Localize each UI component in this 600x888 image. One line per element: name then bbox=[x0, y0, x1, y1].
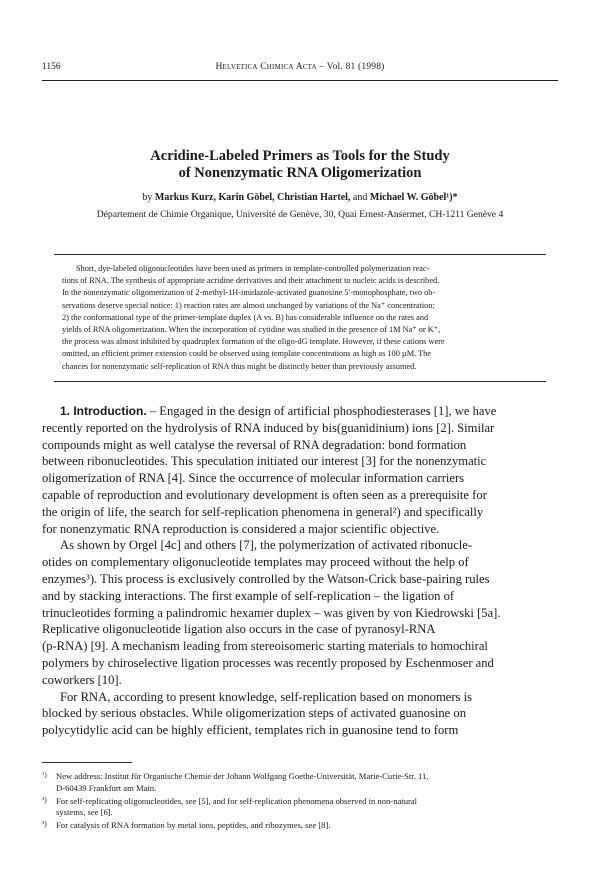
body-line: recently reported on the hydrolysis of RNA induced by bis(guanidinium) ions [2]. Similar bbox=[42, 420, 495, 435]
abstract-line: yields of RNA oligomerization. When the incorporation of cytidine was studied in the presence of 1M Na⁺ or K⁺, bbox=[62, 325, 441, 335]
running-head bbox=[42, 62, 558, 76]
body-line: otides on complementary oligonucleotide templates may proceed without the help of bbox=[42, 555, 469, 570]
body-line: enzymes³). This process is exclusively controlled by the Watson-Crick base-pairing rules bbox=[42, 571, 490, 586]
footnote-rule bbox=[42, 762, 132, 763]
body-line: polymers by chiroselective ligation processes was recently proposed by Eschenmoser and bbox=[42, 655, 494, 670]
abstract-line: servations deserve special notice: 1) reaction rates are almost unchanged by variations of the Na⁺ concentration; bbox=[62, 300, 435, 310]
abstract-line: the process was almost inhibited by quadruplex formation of the oligo-dG template. However, if these cations were bbox=[62, 337, 445, 347]
footnote-3 bbox=[42, 820, 558, 832]
body-line: Replicative oligonucleotide ligation also occurs in the case of pyranosyl-RNA bbox=[42, 622, 436, 637]
body-line: between ribonucleotides. This speculation initiated our interest [3] for the nonenzymatic bbox=[42, 454, 487, 469]
abstract-bottom-rule bbox=[54, 381, 546, 382]
footnote-line: systems, see [6]. bbox=[56, 807, 113, 818]
body-line: capable of reproduction and evolutionary development is often seen as a prerequisite for bbox=[42, 487, 487, 502]
section-heading: 1. Introduction. bbox=[60, 404, 147, 418]
abstract-line: 2) the conformational type of the primer-template duplex (A vs. B) has considerable influence on the rates and bbox=[62, 312, 429, 322]
footnote-mark: ³) bbox=[42, 819, 47, 829]
footnote-1 bbox=[42, 771, 558, 795]
body-line-first bbox=[42, 403, 558, 420]
abstract bbox=[62, 263, 538, 373]
abstract-top-rule bbox=[54, 254, 546, 255]
body-line: For RNA, according to present knowledge, self-replication based on monomers is bbox=[60, 689, 472, 704]
body-line: the origin of life, the search for self-replication phenomena in general²) and specifically bbox=[42, 504, 484, 519]
affiliation: Département de Chimie Organique, Université de Genève, 30, Quai Ernest-Ansermet, CH-1211 Genève 4 bbox=[96, 209, 504, 220]
footnote-2 bbox=[42, 796, 558, 820]
journal-name: Helvetica Chimica Acta bbox=[215, 62, 317, 72]
footnote-line: For self-replicating oligonucleotides, see [5], and for self-replication phenomena observed in non-natural bbox=[56, 795, 418, 806]
author-names: Markus Kurz, Karin Göbel, Christian Hartel, bbox=[154, 192, 351, 203]
author-last: Michael W. Göbel bbox=[369, 192, 447, 203]
abstract-line: chances for nonenzymatic self-replication of RNA thus might be distinctly better than previously assumed. bbox=[62, 361, 417, 371]
footnote-line: D-60439 Frankfurt am Main. bbox=[56, 782, 157, 793]
footnote-line: New address: Institut für Organische Chemie der Johann Wolfgang Goethe-Universität, Marie-Curie-Str. 11, bbox=[56, 771, 429, 781]
body-line: and by stacking interactions. The first example of self-replication – the ligation of bbox=[42, 588, 455, 603]
title-line-1: Acridine-Labeled Primers as Tools for the Study bbox=[150, 148, 450, 164]
footnotes bbox=[42, 771, 558, 832]
title-line-2: of Nonenzymatic RNA Oligomerization bbox=[178, 165, 422, 181]
abstract-line: In the nonenzymatic oligomerization of 2-methyl-1H-imidazole-activated guanosine 5′-monophosphate, two ob- bbox=[62, 288, 436, 298]
body-line: polycytidylic acid can be highly efficient, templates rich in guanosine tend to form bbox=[42, 723, 459, 738]
author-prefix: by bbox=[142, 192, 155, 203]
body-line: As shown by Orgel [4c] and others [7], the polymerization of activated ribonucle- bbox=[60, 538, 473, 553]
body-line: for nonenzymatic RNA reproduction is considered a major scientific objective. bbox=[42, 521, 440, 536]
author-footnote-marker: ¹)* bbox=[446, 192, 458, 203]
body-text bbox=[42, 403, 558, 739]
body-line: (p-RNA) [9]. A mechanism leading from stereoisomeric starting materials to homochiral bbox=[42, 639, 488, 654]
page-number: 1156 bbox=[42, 62, 61, 72]
body-line: compounds might as well catalyse the reversal of RNA degradation: bond formation bbox=[42, 437, 467, 452]
body-line: coworkers [10]. bbox=[42, 672, 122, 687]
body-line-rest: – Engaged in the design of artificial phosphodiesterases [1], we have bbox=[146, 404, 497, 418]
abstract-line: tions of RNA. The synthesis of appropriate acridine derivatives and their attachment to nucleic acids is described. bbox=[62, 276, 440, 286]
journal-citation bbox=[42, 62, 558, 72]
author-conjunction: and bbox=[350, 192, 370, 203]
article-title bbox=[60, 148, 540, 182]
body-line: trinucleotides forming a palindromic hexamer duplex – was given by von Kiedrowski [5a]. bbox=[42, 605, 501, 620]
body-line: oligomerization of RNA [4]. Since the occurrence of molecular information carriers bbox=[42, 471, 465, 486]
footnote-mark: ²) bbox=[42, 794, 47, 804]
footnote-mark: ¹) bbox=[42, 770, 47, 779]
body-line: blocked by serious obstacles. While oligomerization steps of activated guanosine on bbox=[42, 706, 466, 721]
abstract-line: omitted, an efficient primer extension could be observed using template concentrations as high as 100 µM. The bbox=[62, 349, 431, 359]
abstract-line: Short, dye-labeled oligonucleotides have been used as primers in template-controlled polymerization reac- bbox=[76, 264, 430, 273]
header-rule bbox=[42, 80, 558, 81]
author-line bbox=[42, 192, 558, 203]
footnote-line: For catalysis of RNA formation by metal ions, peptides, and ribozymes, see [8]. bbox=[56, 820, 331, 831]
journal-volume: – Vol. 81 (1998) bbox=[316, 62, 385, 72]
